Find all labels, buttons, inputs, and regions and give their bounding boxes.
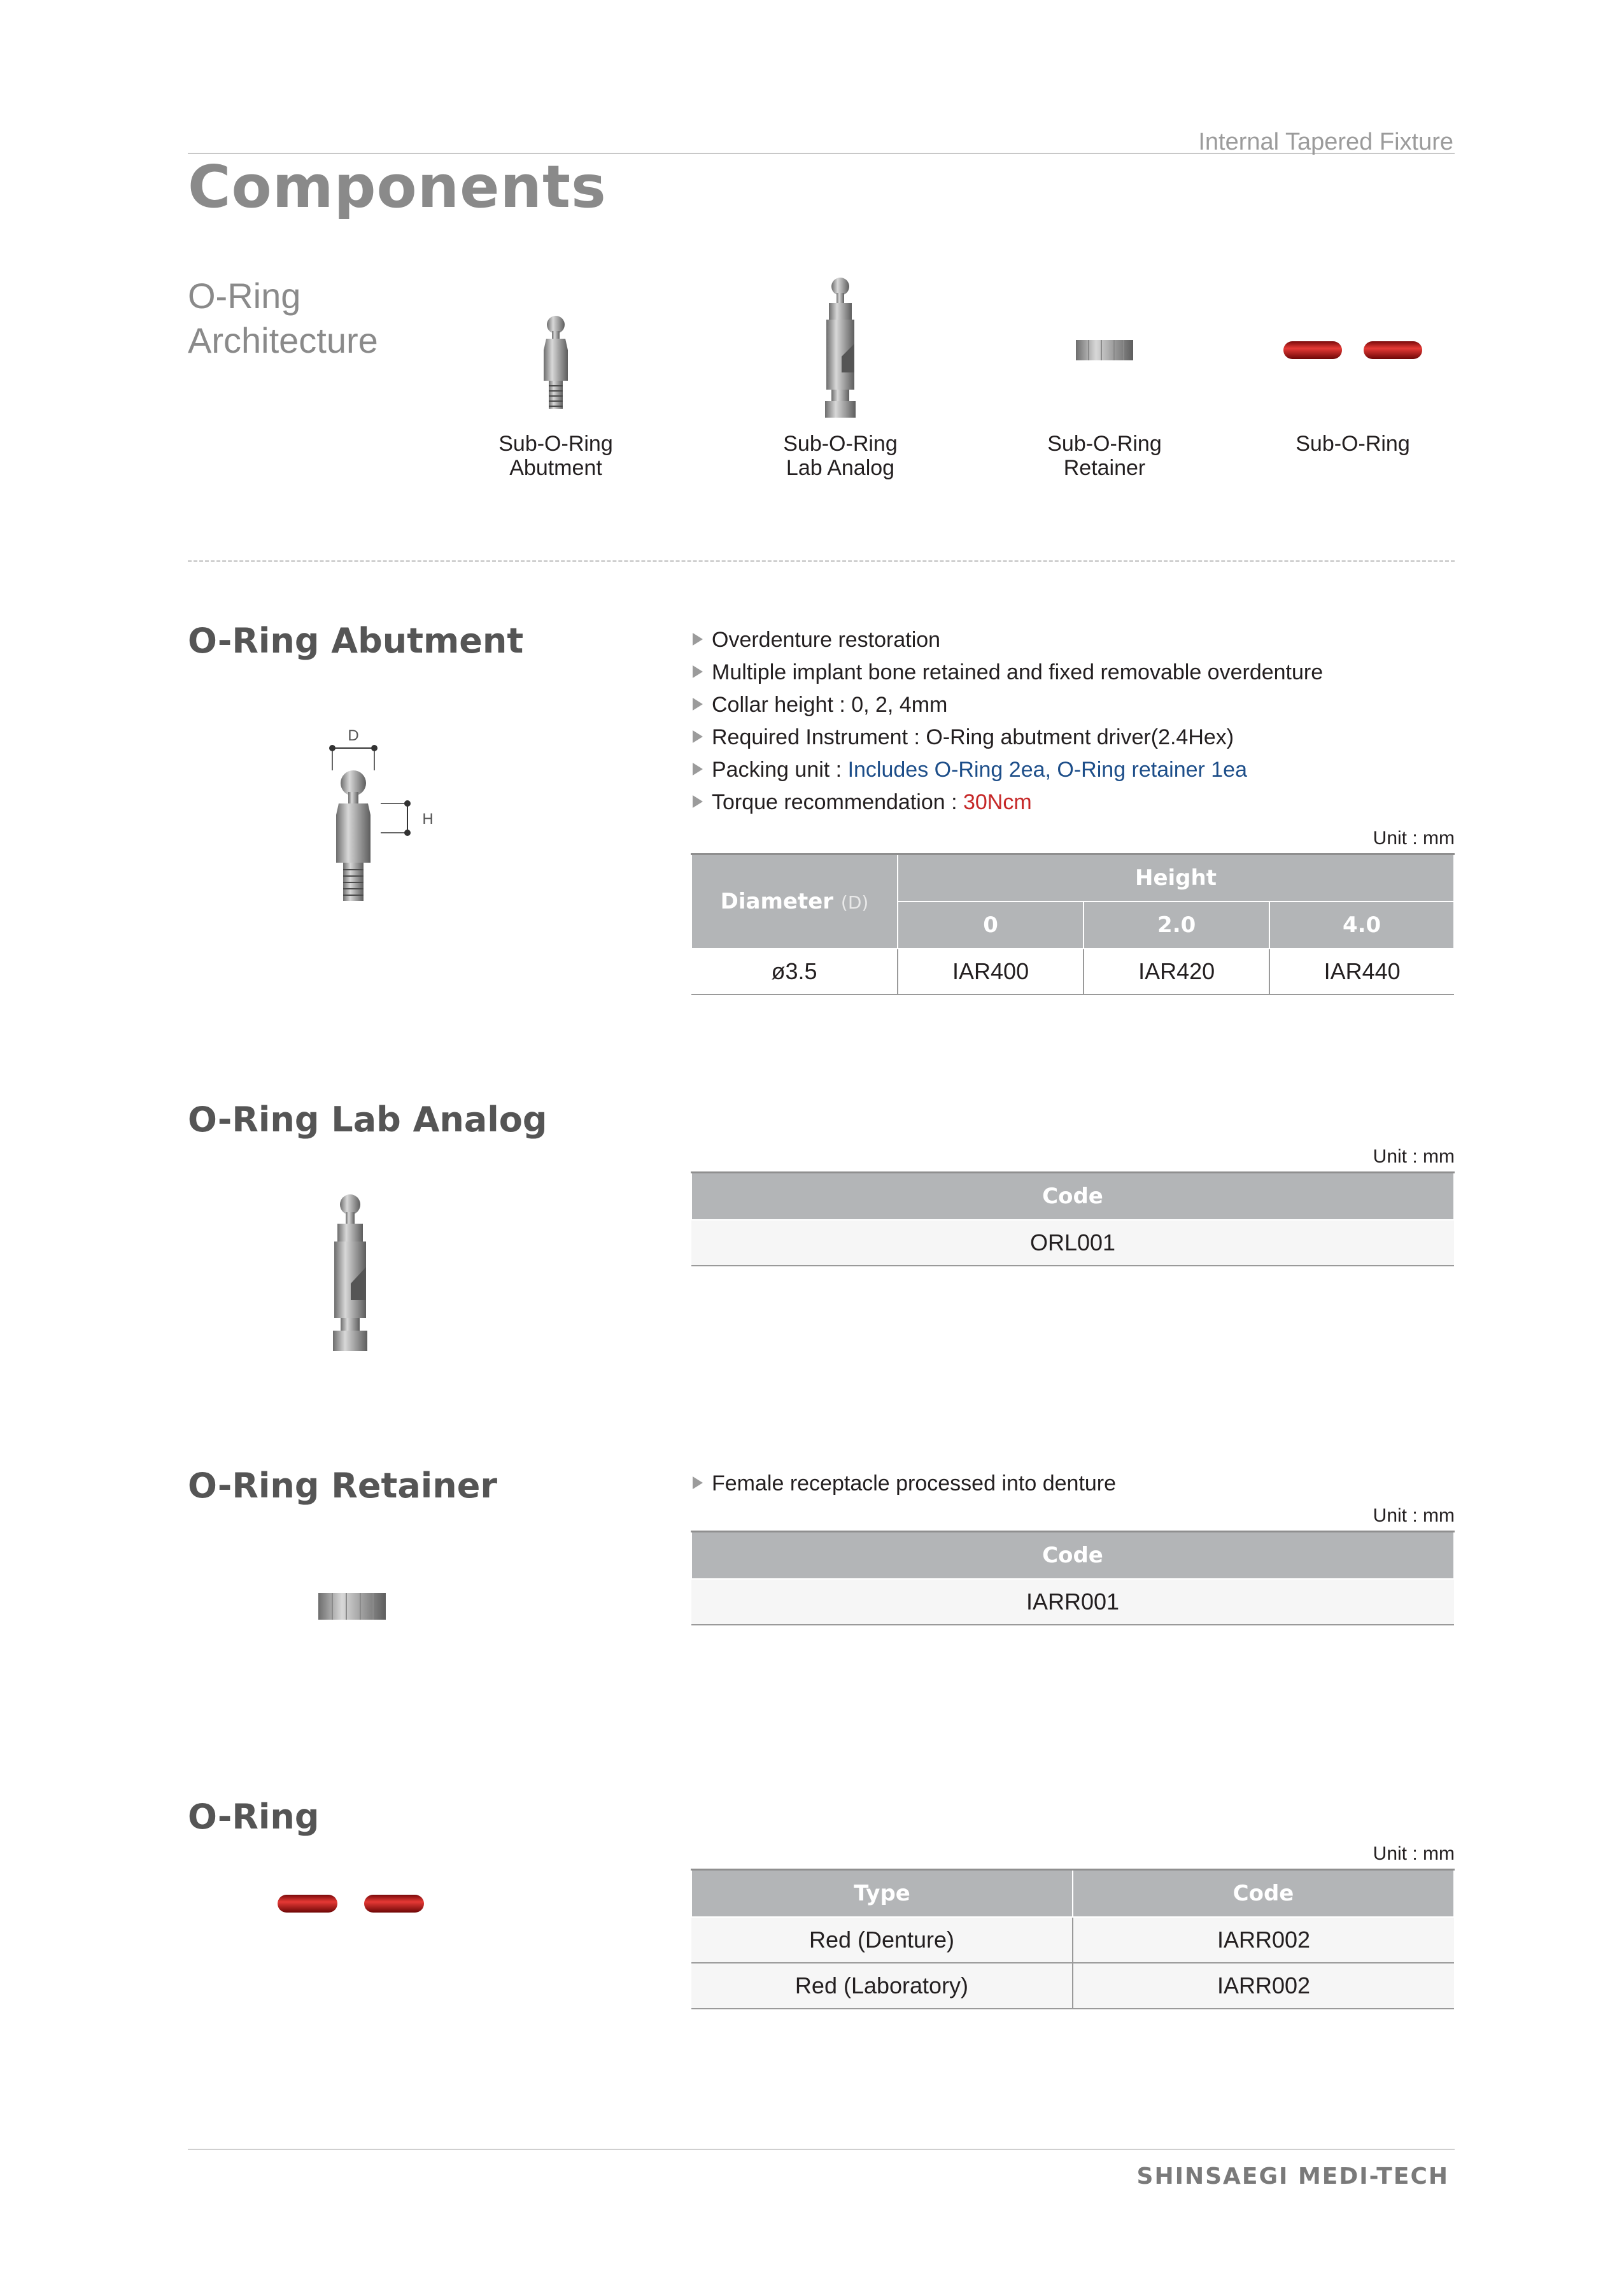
bullet-text: Female receptacle processed into denture [712, 1471, 1117, 1496]
diameter-cell: ø3.5 [691, 949, 898, 994]
packing-unit-value: Includes O-Ring 2ea, O-Ring retainer 1ea [847, 758, 1248, 782]
triangle-bullet-icon [693, 1476, 703, 1489]
oring-large-image [275, 1891, 428, 1916]
height-col-0: 0 [898, 902, 1084, 949]
table-row [691, 1963, 1454, 2009]
diameter-header-text: Diameter [720, 889, 834, 914]
height-header: Height [898, 854, 1454, 902]
label-line2: Abutment [509, 456, 602, 480]
document-subtitle: Internal Tapered Fixture [1198, 129, 1453, 155]
architecture-heading-line2: Architecture [188, 320, 378, 360]
type-cell: Red (Laboratory) [691, 1963, 1073, 2009]
lab-analog-image [815, 267, 866, 420]
list-item [693, 786, 1323, 819]
list-item [693, 1468, 1116, 1500]
triangle-bullet-icon [693, 633, 703, 646]
list-item [693, 656, 1323, 689]
abutment-feature-list [693, 624, 1323, 819]
code-cell: ORL001 [691, 1220, 1454, 1266]
lab-analog-code-table [691, 1171, 1455, 1266]
diameter-header-sub: (D) [840, 892, 869, 913]
section-title-lab-analog: O-Ring Lab Analog [188, 1100, 547, 1140]
architecture-heading [188, 274, 378, 363]
table-row [691, 1579, 1454, 1625]
bullet-text: Multiple implant bone retained and fixed removable overdenture [712, 660, 1324, 684]
oring-image [1280, 337, 1426, 363]
retainer-code-table [691, 1531, 1455, 1625]
triangle-bullet-icon [693, 763, 703, 775]
bullet-text: Collar height : 0, 2, 4mm [712, 693, 948, 717]
oring-product-image [275, 1891, 428, 1920]
abutment-spec-table [691, 853, 1455, 995]
list-item [693, 624, 1323, 656]
torque-value: 30Ncm [963, 790, 1032, 814]
section-title-oring: O-Ring [188, 1797, 320, 1837]
retainer-large-image [317, 1592, 387, 1621]
oring-code-table [691, 1869, 1455, 2009]
code-header: Code [1073, 1870, 1454, 1918]
code-cell: IARR002 [1073, 1963, 1454, 2009]
diameter-header [691, 854, 898, 949]
code-cell: IARR002 [1073, 1917, 1454, 1963]
code-cell: IAR440 [1269, 949, 1454, 994]
table-row [691, 1220, 1454, 1266]
dimension-d-label: D [348, 727, 359, 744]
architecture-label-retainer [999, 432, 1210, 480]
triangle-bullet-icon [693, 665, 703, 678]
retainer-thumbnail [999, 267, 1210, 363]
bullet-text: Overdenture restoration [712, 628, 941, 652]
lab-analog-product-image [321, 1191, 379, 1359]
code-header: Code [691, 1173, 1454, 1220]
type-cell: Red (Denture) [691, 1917, 1073, 1963]
triangle-bullet-icon [693, 795, 703, 808]
bullet-label: Torque recommendation : [712, 790, 963, 814]
table-row [691, 1917, 1454, 1963]
page-title: Components [188, 153, 607, 221]
abutment-thumbnail [451, 267, 661, 420]
lab-analog-thumbnail [735, 267, 945, 420]
retainer-product-image [317, 1592, 387, 1624]
height-col-4: 4.0 [1269, 902, 1454, 949]
list-item [693, 689, 1323, 721]
label-line1: Sub-O-Ring [1296, 432, 1410, 456]
oring-unit-label: Unit : mm [1373, 1843, 1455, 1864]
footer-brand: SHINSAEGI MEDI-TECH [1136, 2163, 1449, 2190]
label-line1: Sub-O-Ring [1047, 432, 1162, 456]
abutment-image [533, 267, 578, 420]
retainer-image [1073, 337, 1136, 363]
code-header: Code [691, 1532, 1454, 1580]
triangle-bullet-icon [693, 698, 703, 711]
label-line1: Sub-O-Ring [498, 432, 613, 456]
lab-analog-large-image [321, 1191, 379, 1356]
abutment-dimension-diagram [312, 719, 465, 926]
height-col-2: 2.0 [1084, 902, 1269, 949]
label-line1: Sub-O-Ring [783, 432, 898, 456]
list-item [693, 754, 1323, 786]
architecture-heading-line1: O-Ring [188, 276, 301, 316]
abutment-unit-label: Unit : mm [1373, 828, 1455, 849]
oring-thumbnail [1248, 267, 1458, 363]
bullet-text: Required Instrument : O-Ring abutment driver(2.4Hex) [712, 725, 1234, 749]
type-header: Type [691, 1870, 1073, 1918]
architecture-label-abutment [451, 432, 661, 480]
retainer-unit-label: Unit : mm [1373, 1505, 1455, 1526]
table-row [691, 949, 1454, 994]
section-title-abutment: O-Ring Abutment [188, 621, 524, 661]
code-cell: IAR420 [1084, 949, 1269, 994]
architecture-label-lab-analog [735, 432, 945, 480]
label-line2: Lab Analog [786, 456, 895, 480]
code-cell: IARR001 [691, 1579, 1454, 1625]
retainer-feature-list [693, 1468, 1116, 1500]
abutment-diagram-image [312, 719, 465, 923]
list-item [693, 721, 1323, 754]
lab-analog-unit-label: Unit : mm [1373, 1146, 1455, 1167]
bullet-label: Packing unit : [712, 758, 848, 782]
dimension-h-label: H [422, 810, 434, 828]
label-line2: Retainer [1063, 456, 1146, 480]
footer-rule [188, 2149, 1455, 2150]
triangle-bullet-icon [693, 730, 703, 743]
section-title-retainer: O-Ring Retainer [188, 1466, 497, 1506]
architecture-label-oring [1248, 432, 1458, 456]
section-divider [188, 560, 1455, 562]
code-cell: IAR400 [898, 949, 1084, 994]
